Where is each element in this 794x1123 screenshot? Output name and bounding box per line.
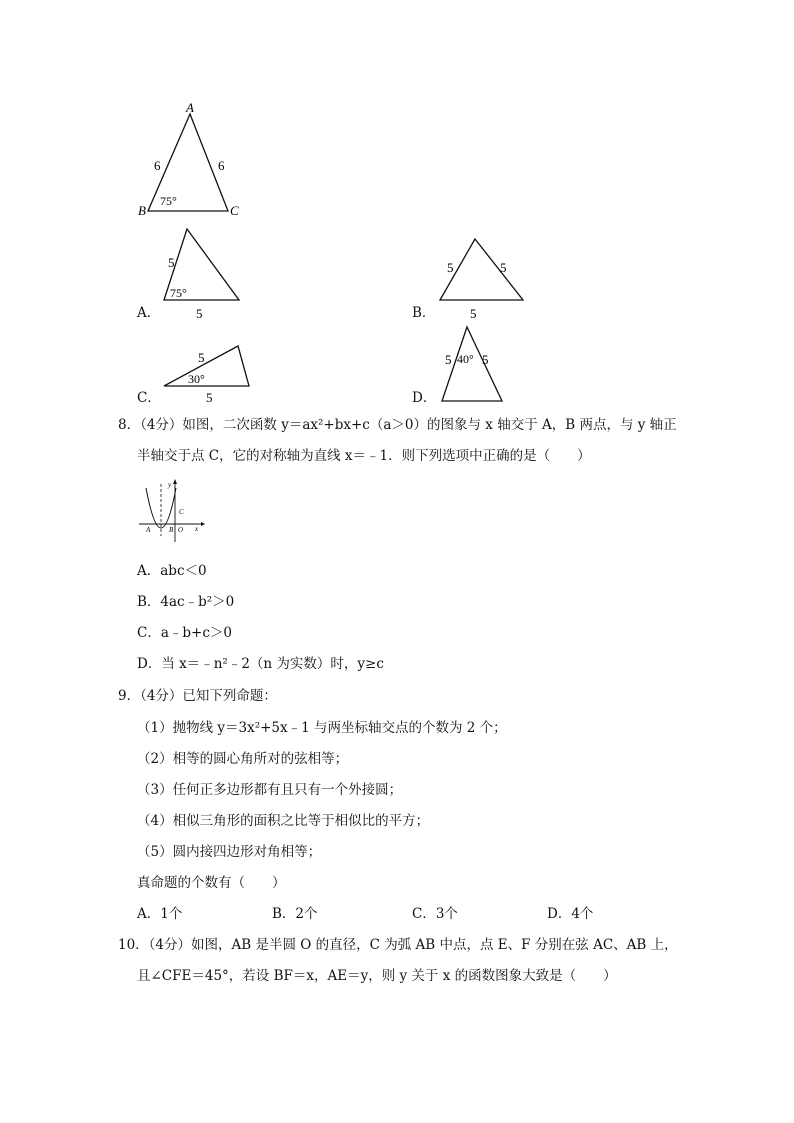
q8-option-b: B．4ac﹣b²＞0 [137, 594, 235, 610]
q8-parabola-graph [137, 478, 207, 544]
q9-item-3: （3）任何正多边形都有且只有一个外接圆； [137, 782, 403, 798]
option-c-side-top: 5 [198, 350, 205, 365]
q7-main-triangle [130, 98, 260, 222]
angle-b-label: 75° [160, 194, 177, 208]
option-b-side-left: 5 [447, 260, 454, 275]
graph-y-label: y [168, 481, 172, 489]
option-c-base: 5 [206, 390, 213, 405]
q9-item-4: （4）相似三角形的面积之比等于相似比的平方； [137, 813, 430, 829]
q9-item-5: （5）圆内接四边形对角相等； [137, 844, 322, 860]
graph-a-label: A [146, 526, 151, 534]
vertex-a-label: A [186, 100, 194, 115]
option-b-side-right: 5 [500, 260, 507, 275]
option-d-side-left: 5 [445, 352, 452, 367]
option-a-base: 5 [196, 306, 203, 321]
q10-stem-line2: 且∠CFE＝45°，若设 BF＝x，AE＝y，则 y 关于 x 的函数图象大致是（ ） [137, 968, 617, 984]
vertex-b-label: B [138, 203, 146, 218]
option-d-side-right: 5 [482, 352, 489, 367]
graph-o-label: O [178, 526, 184, 534]
q9-item-1: （1）抛物线 y＝3x²+5x﹣1 与两坐标轴交点的个数为 2 个； [137, 720, 507, 736]
q10-stem-line1: 10．（4分）如图，AB 是半圆 O 的直径，C 为弧 AB 中点，点 E、F 分别在弦 AC、AB 上， [118, 937, 678, 953]
q7-option-a-label: A． [137, 305, 161, 321]
side-ac-label: 6 [218, 158, 225, 173]
option-d-angle: 40° [457, 352, 474, 366]
vertex-c-label: C [230, 203, 239, 218]
q9-option-b: B．2个 [272, 906, 318, 922]
q7-option-b-label: B． [412, 305, 436, 321]
q9-question: 真命题的个数有（ ） [137, 875, 286, 891]
q7-option-a-figure [160, 222, 250, 322]
graph-c-label: C [179, 508, 184, 516]
q8-option-c: C．a﹣b+c＞0 [137, 625, 232, 641]
q8-stem-line2: 半轴交于点 C，它的对称轴为直线 x＝﹣1．则下列选项中正确的是（ ） [137, 448, 591, 464]
q7-option-d-label: D． [412, 390, 437, 406]
q7-option-d-figure [435, 323, 515, 403]
q7-option-c-figure [160, 340, 260, 406]
q7-option-c-label: C． [137, 390, 161, 406]
q8-stem-line1: 8．（4分）如图，二次函数 y＝ax²+bx+c（a＞0）的图象与 x 轴交于 A，B 两点，与 y 轴正 [118, 417, 677, 433]
option-a-side-left: 5 [168, 255, 175, 270]
option-c-angle: 30° [188, 372, 205, 386]
option-a-angle: 75° [170, 286, 187, 300]
q9-item-2: （2）相等的圆心角所对的弦相等； [137, 751, 349, 767]
q7-option-b-figure [435, 234, 535, 324]
q9-option-a: A．1个 [137, 906, 183, 922]
q8-option-d: D．当 x＝﹣n²﹣2（n 为实数）时，y≥c [137, 656, 384, 672]
side-ab-label: 6 [154, 158, 161, 173]
q8-option-a: A．abc＜0 [137, 563, 207, 579]
graph-x-label: x [195, 525, 199, 533]
option-b-base: 5 [470, 306, 477, 321]
graph-b-label: B [169, 526, 174, 534]
q9-stem: 9．（4分）已知下列命题： [118, 688, 277, 704]
q9-option-c: C．3个 [412, 906, 458, 922]
q9-option-d: D．4个 [547, 906, 594, 922]
